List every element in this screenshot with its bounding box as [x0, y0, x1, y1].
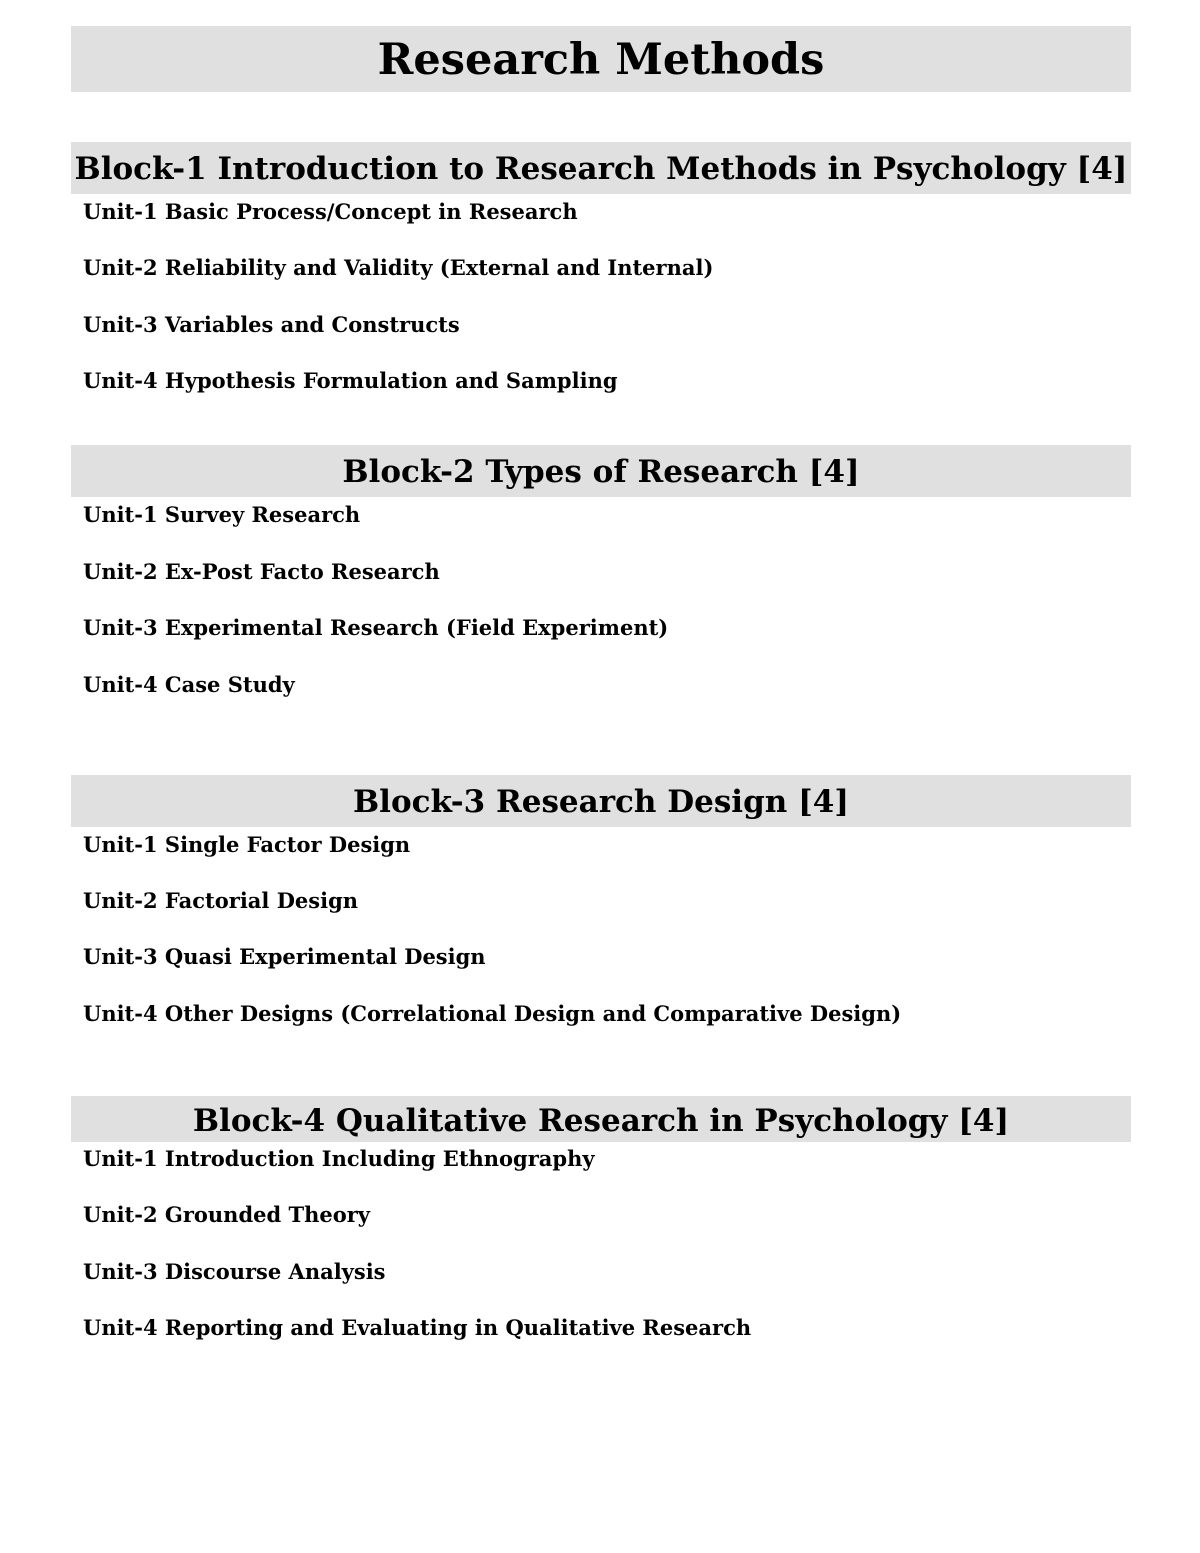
block-3-unit-2: Unit-2 Factorial Design: [83, 888, 359, 913]
block-2-unit-2: Unit-2 Ex-Post Facto Research: [83, 559, 440, 584]
block-2-unit-3: Unit-3 Experimental Research (Field Experiment): [83, 615, 669, 640]
block-1-unit-4: Unit-4 Hypothesis Formulation and Sampling: [83, 368, 618, 393]
block-4-unit-4: Unit-4 Reporting and Evaluating in Qualitative Research: [83, 1315, 752, 1340]
block-2-heading: Block-2 Types of Research [4]: [71, 445, 1131, 497]
block-1-unit-3: Unit-3 Variables and Constructs: [83, 312, 460, 337]
page-title: Research Methods: [71, 26, 1131, 92]
block-4-unit-2: Unit-2 Grounded Theory: [83, 1202, 371, 1227]
block-3-unit-3: Unit-3 Quasi Experimental Design: [83, 944, 486, 969]
block-2-unit-4: Unit-4 Case Study: [83, 672, 295, 697]
block-3-unit-4: Unit-4 Other Designs (Correlational Design and Comparative Design): [83, 1001, 902, 1026]
block-1-heading: Block-1 Introduction to Research Methods in Psychology [4]: [71, 142, 1131, 194]
block-4-unit-3: Unit-3 Discourse Analysis: [83, 1259, 386, 1284]
block-4-unit-1: Unit-1 Introduction Including Ethnography: [83, 1146, 595, 1171]
block-1-unit-1: Unit-1 Basic Process/Concept in Research: [83, 199, 578, 224]
block-4-heading: Block-4 Qualitative Research in Psychology [4]: [71, 1096, 1131, 1142]
block-2-unit-1: Unit-1 Survey Research: [83, 502, 361, 527]
block-1-unit-2: Unit-2 Reliability and Validity (External and Internal): [83, 255, 714, 280]
block-3-unit-1: Unit-1 Single Factor Design: [83, 832, 411, 857]
block-3-heading: Block-3 Research Design [4]: [71, 775, 1131, 827]
